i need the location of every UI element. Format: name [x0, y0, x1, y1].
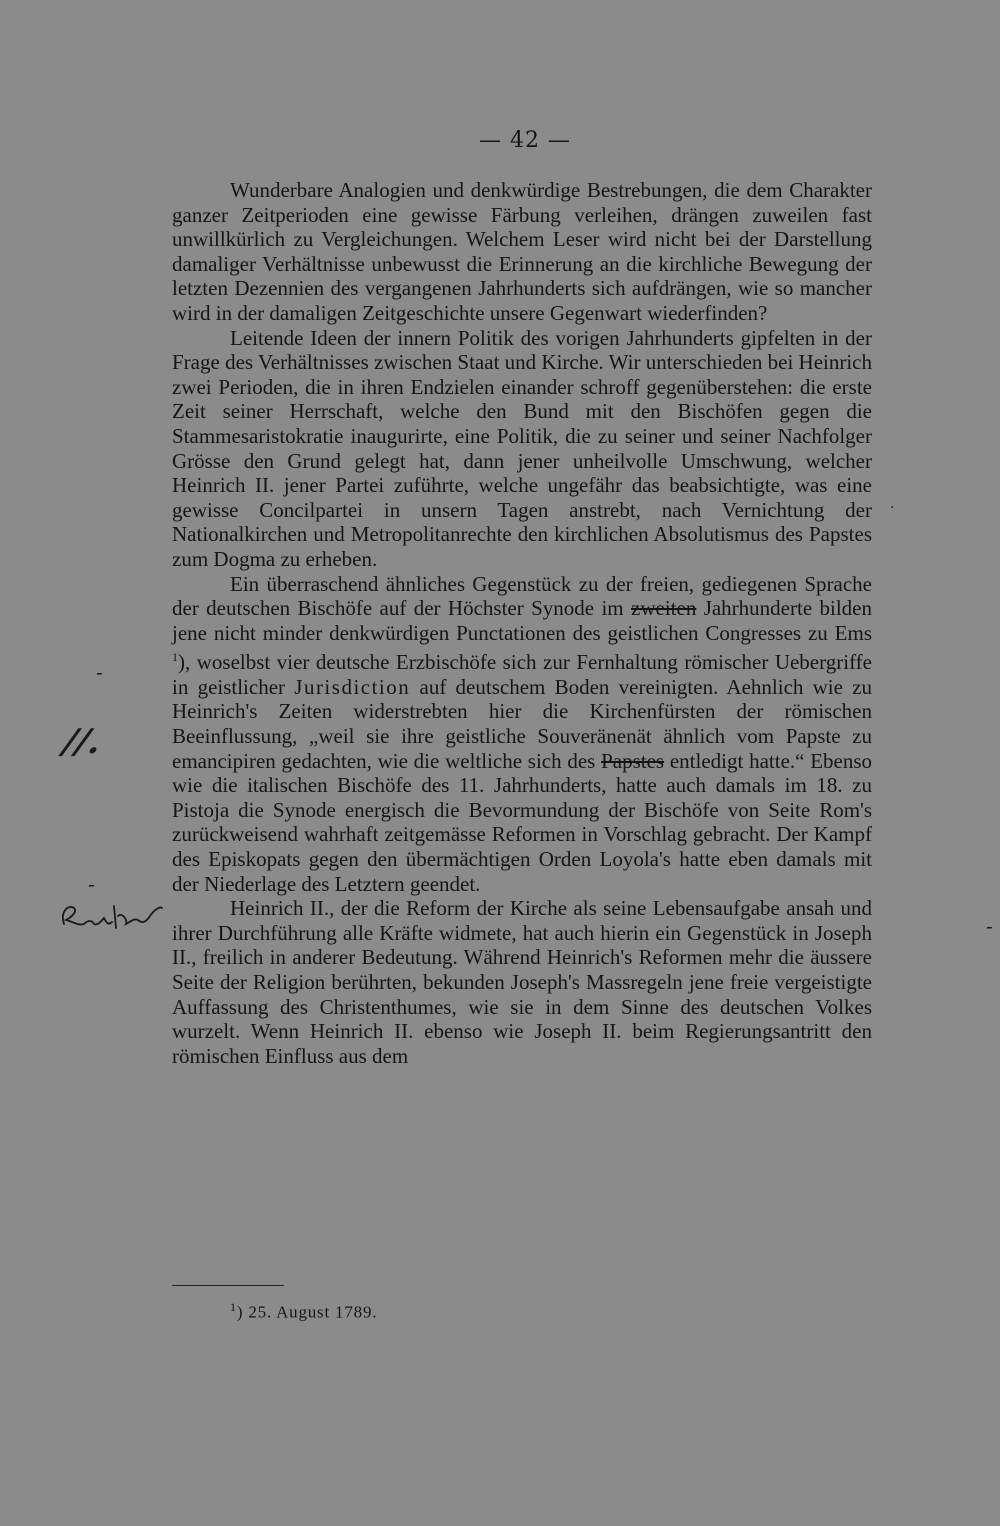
struck-word-zweiten: zweiten: [631, 596, 697, 621]
margin-dash-mark: -: [88, 872, 95, 896]
margin-dash-mark: -: [96, 660, 103, 684]
body-text: [172, 178, 872, 1068]
paragraph-3: [172, 572, 872, 897]
paragraph-2: Leitende Ideen der innern Politik des vorigen Jahrhunderts gipfelten in der Frage des Verhältnisses zwischen Staat und Kirche. Wir unterschieden bei Heinrich zwei Perioden, die in ihren Endzielen einander schroff gegenüberstehen: die erste Zeit seiner Herrschaft, welche den Bund mit den Bischöfen gegen die Stammesaristokratie inaugurirte, eine Politik, die zu seiner und seiner Nachfolger Grösse den Grund gelegt hat, dann jener unheilvolle Umschwung, welcher Heinrich II. jener Partei zuführte, welche ungefähr das beabsichtigte, was eine gewisse Concilpartei in unsern Tagen anstrebt, nach Vernichtung der Nationalkirchen und Metropolitanrechte den kirchlichen Absolutismus des Papstes zum Dogma zu erheben.: [172, 325, 872, 571]
page-number: — 42 —: [479, 128, 571, 153]
footnote-text: ) 25. August 1789.: [236, 1302, 378, 1322]
margin-dot-mark: ·: [890, 500, 895, 516]
footnote: [230, 1300, 377, 1323]
struck-word-papstes: Papstes: [601, 748, 665, 773]
spaced-word-jurisdiction: Jurisdiction: [294, 674, 411, 699]
footnote-divider: [172, 1285, 284, 1286]
handwritten-margin-note: [56, 898, 166, 934]
paragraph-3-part-e: entledigt hatte.“ Ebenso wie die italischen Bischöfe des 11. Jahrhunderts, hatte auch damals im 18. zu Pistoja die Synode energisch die Bevormundung der Bischöfe von Seite Rom's zurückweisend wahrhaft zeitgemässe Reformen in Vorschlag gebracht. Der Kampf des Episkopats gegen den übermächtigen Orden Loyola's hatte eben damals mit der Niederlage des Letztern geendet.: [172, 748, 873, 896]
footnote-marker: 1: [230, 1300, 237, 1314]
margin-dash-mark: -: [986, 914, 993, 938]
paragraph-3-part-a: Ein überraschend ähnliches Gegenstück zu der freien, gediegenen Sprache der deutschen Bischöfe auf der Höchster Synode im: [172, 571, 872, 621]
paragraph-3-part-d: auf deutschem Boden vereinigten. Aehnlich wie zu Heinrich's Zeiten widerstrebten hier die Kirchenfürsten der römischen Beeinflussung, „weil sie ihre geistliche Souveränenät ähnlich vom Papste zu emancipiren gedachten, wie die weltliche sich des: [172, 674, 872, 773]
paragraph-1: Wunderbare Analogien und denkwürdige Bestrebungen, die dem Charakter ganzer Zeitperioden eine gewisse Färbung verleihen, drängen zuweilen fast unwillkürlich zu Vergleichungen. Welchem Leser wird nicht bei der Darstellung damaliger Verhältnisse unbewusst die Erinnerung an die kirchliche Bewegung der letzten Dezennien des vergangenen Jahrhunderts sich aufdrängen, wie so mancher wird in der damaligen Zeitgeschichte unsere Gegenwart wiederfinden?: [172, 178, 872, 325]
paragraph-3-part-b: Jahrhunderte bilden jene nicht minder denkwürdigen Punctationen des geistlichen Congresses zu Ems: [172, 596, 873, 645]
margin-slash-mark: //.: [59, 722, 105, 762]
paragraph-4: Heinrich II., der die Reform der Kirche als seine Lebensaufgabe ansah und ihrer Durchführung alle Kräfte widmete, hat auch hierin ein Gegenstück in Joseph II., freilich in anderer Bedeutung. Während Heinrich's Reformen mehr die äussere Seite der Religion berührten, bekunden Joseph's Massregeln jene freie vergeistigte Auffassung des Christenthumes, wie sie in dem Sinne des deutschen Volkes wurzelt. Wenn Heinrich II. ebenso wie Joseph II. beim Regierungsantritt den römischen Einfluss aus dem: [172, 896, 872, 1068]
paragraph-3-part-c: ), woselbst vier deutsche Erzbischöfe sich zur Fernhaltung römischer Uebergriffe in geistlicher: [172, 650, 872, 699]
footnote-reference: 1: [172, 650, 178, 665]
